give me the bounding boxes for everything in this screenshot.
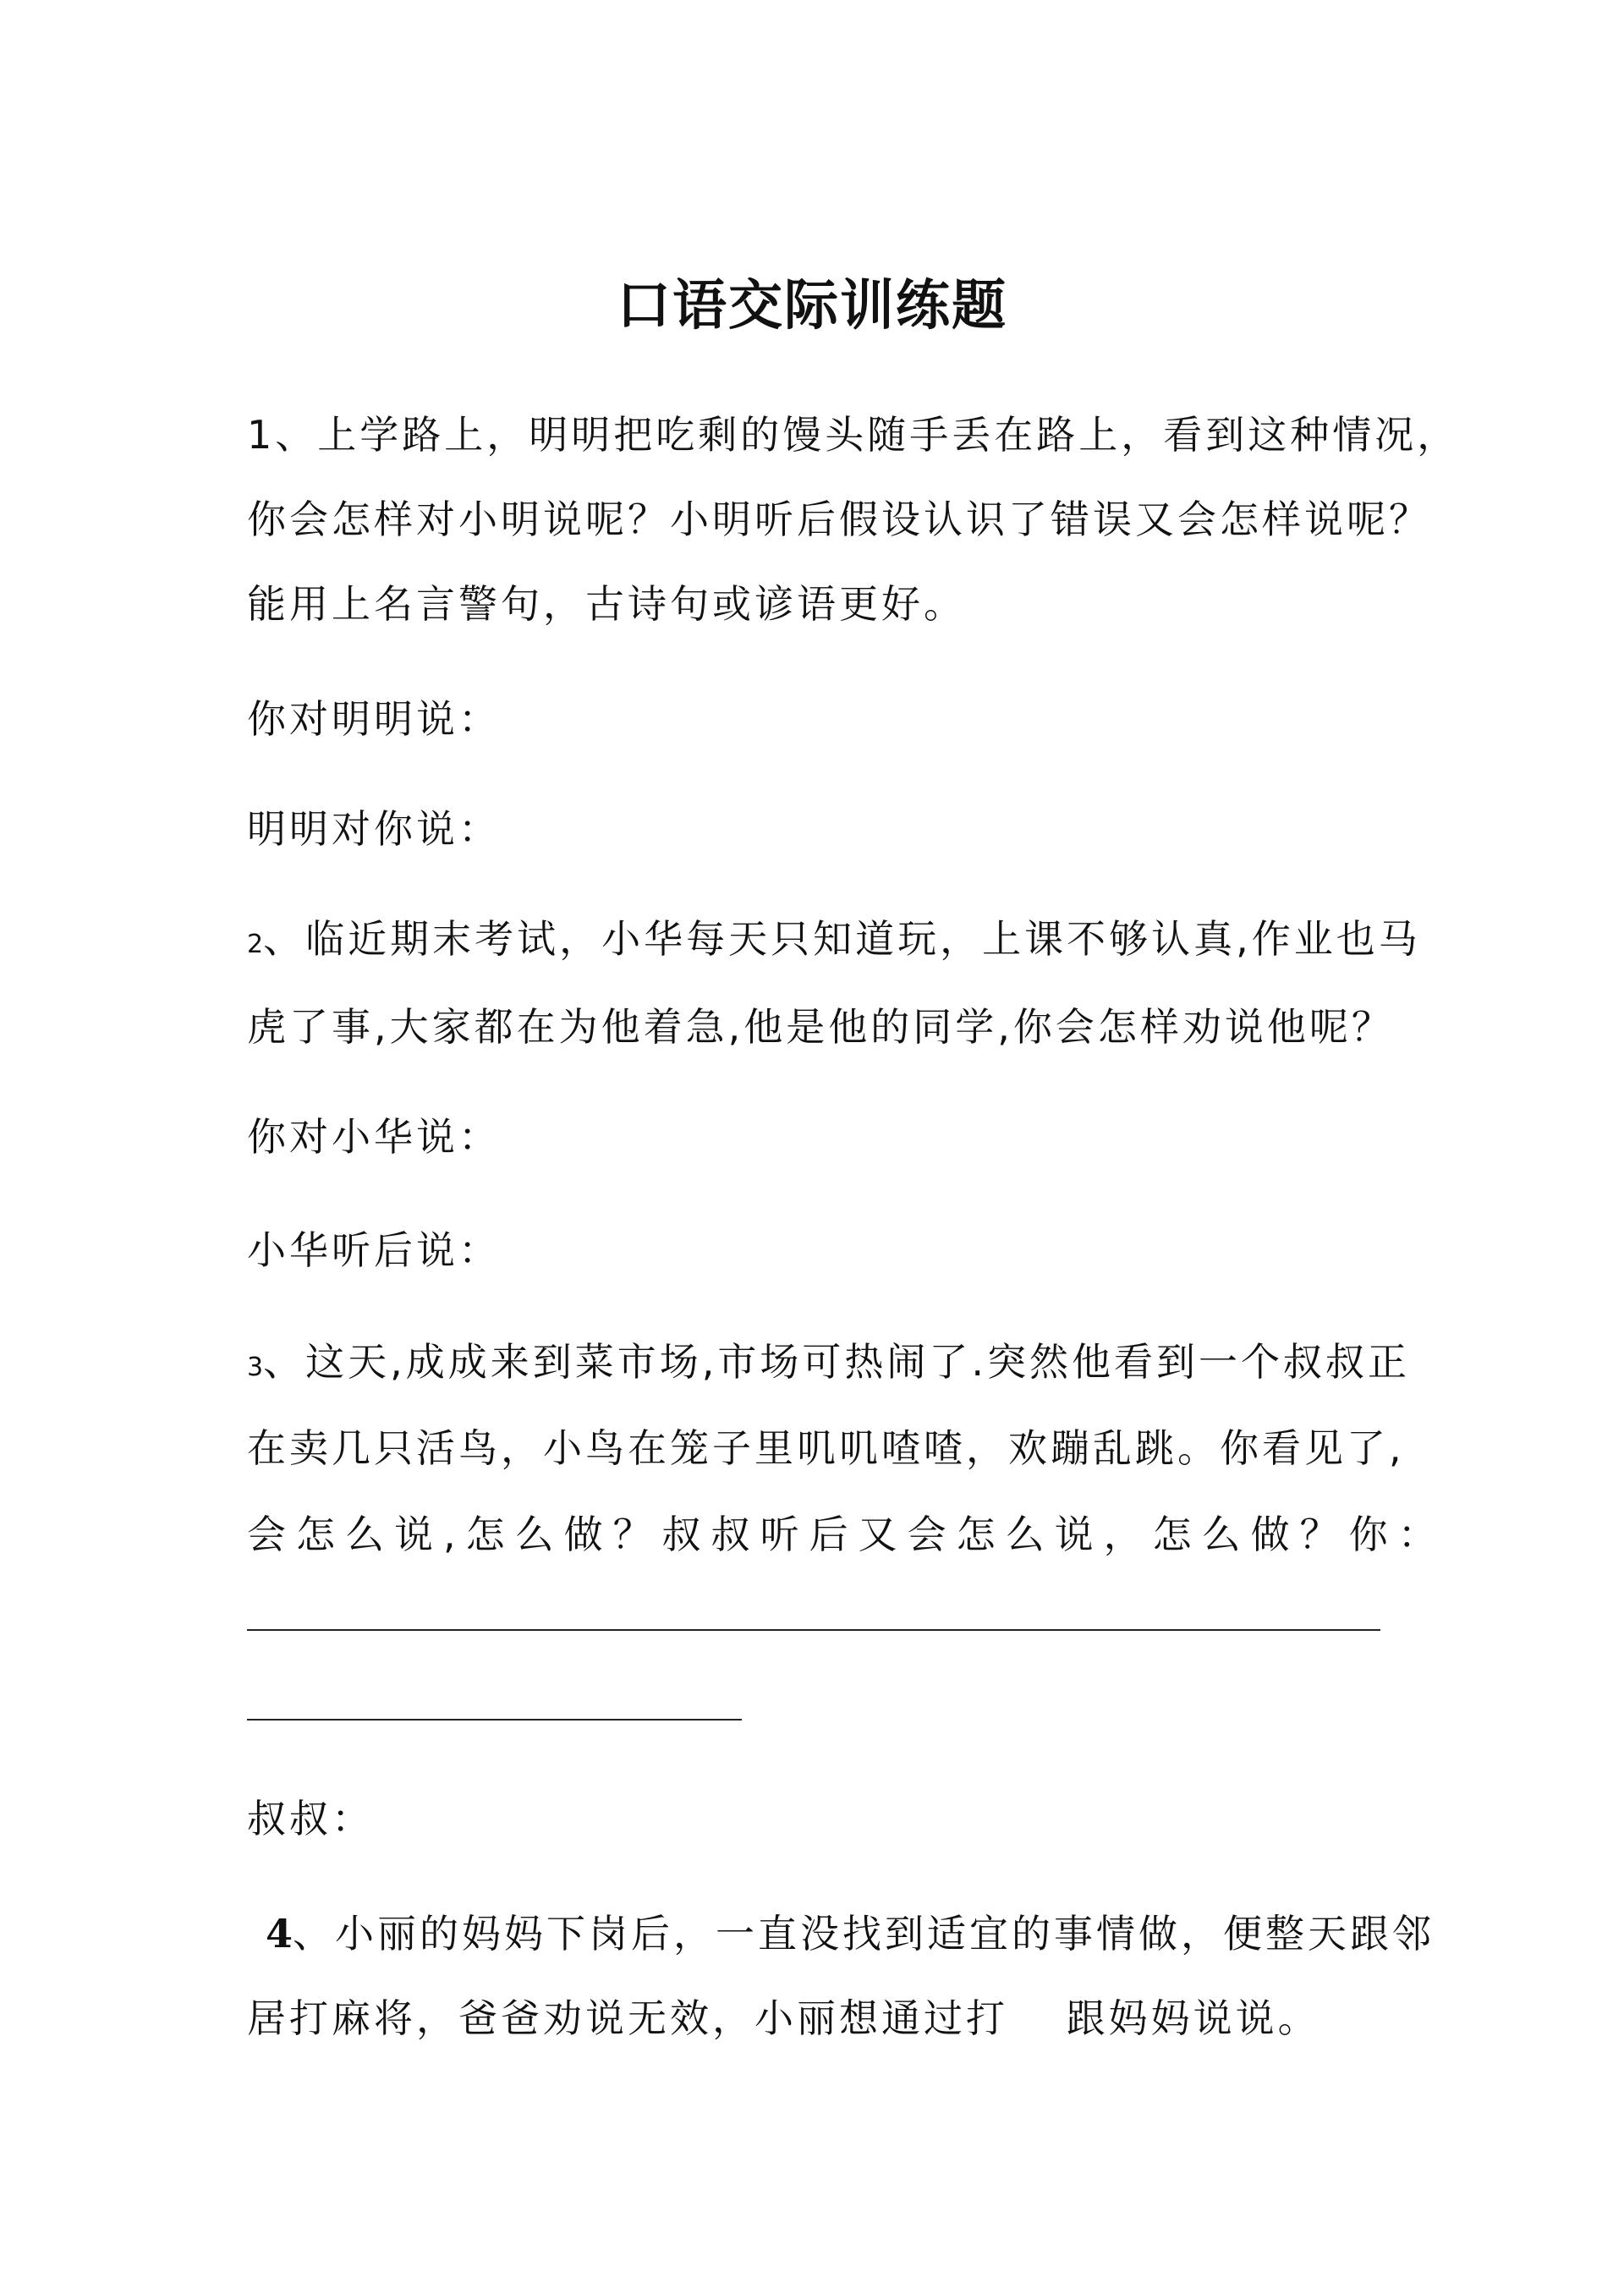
q4-line-1 [266, 1907, 1435, 1961]
q3-text-1: 、这天,成成来到菜市场,市场可热闹了.突然他看到一个叔叔正 [263, 1339, 1410, 1385]
q3-line-3: 会怎么说,怎么做？叔叔听后又会怎么说，怎么做？你： [247, 1512, 1447, 1557]
q1-answer-prompt-b: 明明对你说： [247, 806, 501, 852]
q1-line-1 [247, 408, 1460, 462]
q3-line-2: 在卖几只活鸟，小鸟在笼子里叽叽喳喳，欢蹦乱跳。你看见了, [247, 1425, 1405, 1471]
q1-line-2: 你会怎样对小明说呢？小明听后假设认识了错误又会怎样说呢？ [247, 497, 1431, 542]
q2-line-1 [247, 912, 1421, 972]
q1-answer-prompt-a: 你对明明说： [247, 696, 501, 742]
q1-line-3: 能用上名言警句，古诗句或谚语更好。 [247, 581, 966, 627]
q2-number: 2 [247, 930, 264, 959]
q2-answer-prompt-a: 你对小华说： [247, 1114, 501, 1160]
q3-answer-prompt-b: 叔叔： [247, 1796, 374, 1841]
q4-number: 4 [266, 1911, 294, 1956]
q3-number: 3 [247, 1353, 264, 1382]
q2-line-2: 虎了事,大家都在为他着急,他是他的同学,你会怎样劝说他呢？ [247, 1004, 1394, 1050]
q2-answer-prompt-b: 小华听后说： [247, 1227, 501, 1273]
q3-answer-blank-line-1 [247, 1629, 1380, 1631]
q1-number: 1 [247, 412, 276, 458]
q4-text-1: 、小丽的妈妈下岗后，一直没找到适宜的事情做，便整天跟邻 [293, 1911, 1435, 1956]
page-title: 口语交际训练题 [617, 274, 1007, 338]
q3-answer-blank-line-2 [247, 1719, 742, 1720]
q2-text-1: 、临近期末考试，小华每天只知道玩，上课不够认真,作业也马 [263, 916, 1421, 962]
q3-line-1 [247, 1335, 1410, 1395]
q4-line-2: 居打麻将，爸爸劝说无效，小丽想通过打 跟妈妈说说。 [247, 1995, 1320, 2041]
q1-text-1: 、上学路上，明明把吃剩的馒头随手丢在路上，看到这种情况， [275, 412, 1460, 458]
